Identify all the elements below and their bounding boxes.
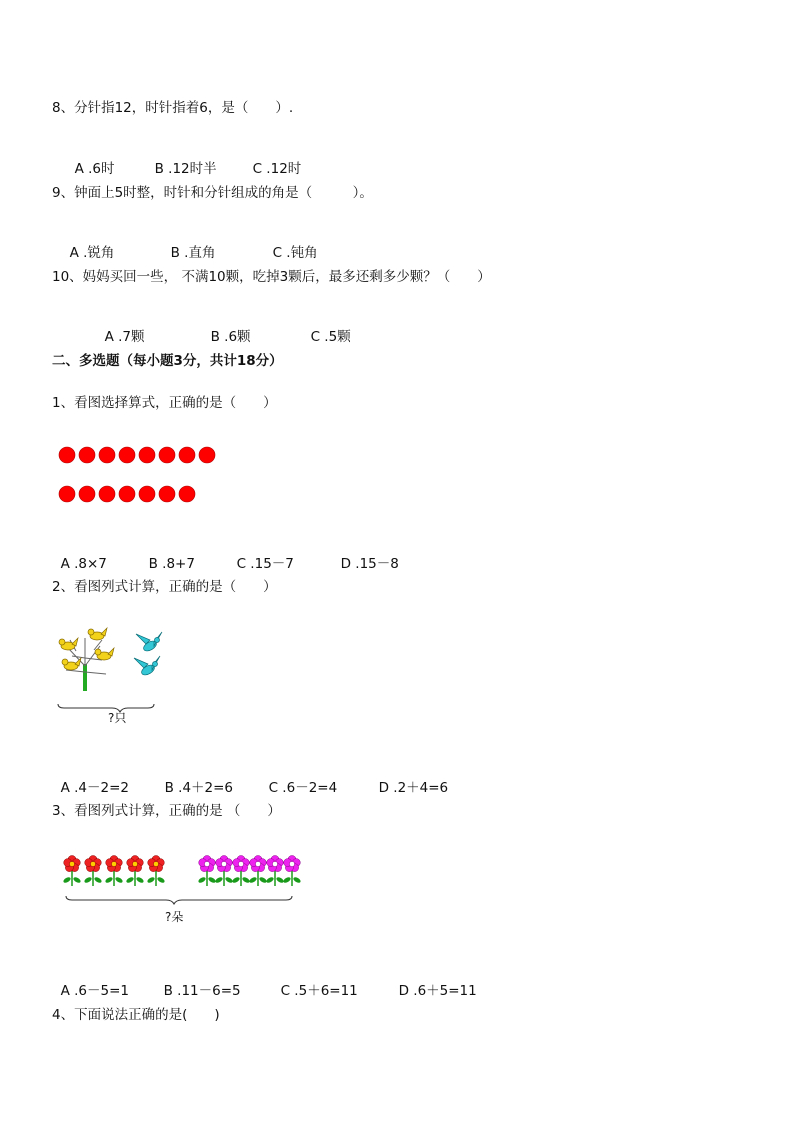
bird-icon xyxy=(95,648,114,660)
section-title: 二、多选题（每小题3分，共计18分） xyxy=(52,353,283,369)
q9-option-a[interactable]: A .锐角 xyxy=(69,245,115,261)
brace xyxy=(58,704,154,712)
red-dot xyxy=(199,447,215,463)
m2-option-d[interactable]: D .2＋4=6 xyxy=(378,780,449,796)
brace xyxy=(66,896,292,904)
m1-option-b[interactable]: B .8+7 xyxy=(148,556,195,572)
q10-option-c[interactable]: C .5颗 xyxy=(310,329,351,345)
m2-option-a[interactable]: A .4－2=2 xyxy=(60,780,129,796)
q10-option-b[interactable]: B .6颗 xyxy=(210,329,251,345)
red-dot xyxy=(119,486,135,502)
m4-stem: 4、下面说法正确的是( ) xyxy=(52,1007,220,1023)
q8-option-a[interactable]: A .6时 xyxy=(74,161,115,177)
m3-option-c[interactable]: C .5＋6=11 xyxy=(280,983,358,999)
pink-flower-icon xyxy=(282,856,301,887)
q8-stem: 8、分针指12，时针指着6，是（ ）. xyxy=(52,100,294,116)
q10-stem: 10、妈妈买回一些， 不满10颗，吃掉3颗后，最多还剩多少颗？（ ） xyxy=(52,269,491,285)
red-dot xyxy=(79,486,95,502)
m3-option-d[interactable]: D .6＋5=11 xyxy=(398,983,477,999)
red-dot xyxy=(159,447,175,463)
red-dot xyxy=(99,447,115,463)
q10-option-a[interactable]: A .7颗 xyxy=(104,329,145,345)
red-flower-icon xyxy=(125,856,144,887)
red-flower-icon xyxy=(62,856,81,887)
m3-option-a[interactable]: A .6－5=1 xyxy=(60,983,129,999)
flying-bird-icon xyxy=(134,656,160,677)
red-flower-icon xyxy=(104,856,123,887)
pink-flower-icon xyxy=(197,856,216,887)
q9-option-b[interactable]: B .直角 xyxy=(170,245,216,261)
m1-option-a[interactable]: A .8×7 xyxy=(60,556,107,572)
bird-icon xyxy=(59,638,78,650)
red-dot xyxy=(159,486,175,502)
q9-stem: 9、钟面上5时整，时针和分针组成的角是（ ）。 xyxy=(52,185,373,201)
pink-flower-icon xyxy=(248,856,267,887)
q10-options xyxy=(96,310,351,346)
m2-options xyxy=(52,761,448,797)
m1-dot-figure xyxy=(55,444,255,504)
q9-option-c[interactable]: C .钝角 xyxy=(272,245,318,261)
pink-flower-icon xyxy=(265,856,284,887)
m3-brace-label: ?朵 xyxy=(165,910,184,924)
red-dot xyxy=(79,447,95,463)
m2-option-b[interactable]: B .4＋2=6 xyxy=(164,780,234,796)
red-dot xyxy=(99,486,115,502)
red-dot xyxy=(139,486,155,502)
m2-stem: 2、看图列式计算，正确的是（ ） xyxy=(52,579,277,595)
red-dot xyxy=(139,447,155,463)
red-dot xyxy=(59,486,75,502)
m1-options xyxy=(52,537,399,573)
red-flower-icon xyxy=(83,856,102,887)
m1-option-d[interactable]: D .15－8 xyxy=(340,556,399,572)
q8-option-b[interactable]: B .12时半 xyxy=(154,161,217,177)
m1-stem: 1、看图选择算式，正确的是（ ） xyxy=(52,395,277,411)
red-dot xyxy=(179,447,195,463)
red-dot xyxy=(179,486,195,502)
m2-brace-label: ?只 xyxy=(108,711,127,725)
red-flower-icon xyxy=(146,856,165,887)
flying-bird-icon xyxy=(136,632,162,653)
q8-option-c[interactable]: C .12时 xyxy=(252,161,302,177)
m1-option-c[interactable]: C .15－7 xyxy=(236,556,294,572)
m3-options xyxy=(52,964,477,1000)
q8-options xyxy=(66,142,301,178)
red-dot xyxy=(59,447,75,463)
pink-flower-icon xyxy=(231,856,250,887)
pink-flower-icon xyxy=(214,856,233,887)
m3-flower-figure xyxy=(58,852,318,922)
q9-options xyxy=(61,226,318,262)
m3-stem: 3、看图列式计算，正确的是 （ ） xyxy=(52,803,281,819)
bird-icon xyxy=(62,658,81,670)
bird-icon xyxy=(88,628,107,640)
m3-option-b[interactable]: B .11－6=5 xyxy=(163,983,241,999)
m2-option-c[interactable]: C .6－2=4 xyxy=(268,780,338,796)
red-dot xyxy=(119,447,135,463)
